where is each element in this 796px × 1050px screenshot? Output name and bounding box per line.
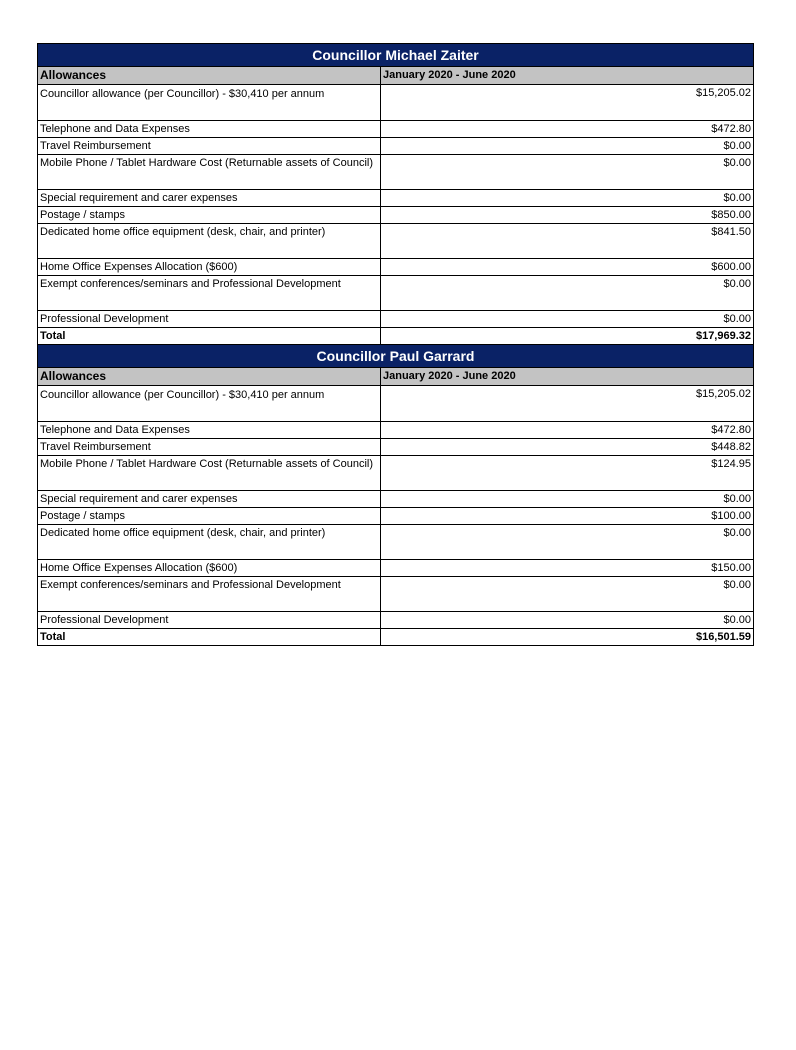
row-value: $0.00 [381, 612, 754, 629]
row-value: $0.00 [381, 190, 754, 207]
table-row [38, 138, 754, 155]
allowances-header: Allowances [38, 67, 381, 85]
table-row [38, 311, 754, 328]
row-label: Professional Development [38, 612, 381, 629]
row-value: $0.00 [381, 276, 754, 311]
row-value: $600.00 [381, 259, 754, 276]
row-value: $472.80 [381, 121, 754, 138]
total-row [38, 629, 754, 646]
row-value: $0.00 [381, 577, 754, 612]
total-value: $16,501.59 [381, 629, 754, 646]
table-row [38, 612, 754, 629]
table-row [38, 577, 754, 612]
table-row [38, 508, 754, 525]
column-header-row [38, 67, 754, 85]
column-header-row [38, 368, 754, 386]
row-label: Special requirement and carer expenses [38, 491, 381, 508]
row-label: Special requirement and carer expenses [38, 190, 381, 207]
row-label: Professional Development [38, 311, 381, 328]
row-value: $448.82 [381, 439, 754, 456]
row-label: Telephone and Data Expenses [38, 121, 381, 138]
row-value: $850.00 [381, 207, 754, 224]
row-value: $0.00 [381, 525, 754, 560]
allowances-header: Allowances [38, 368, 381, 386]
councillor-name: Councillor Paul Garrard [38, 345, 754, 368]
row-label: Dedicated home office equipment (desk, chair, and printer) [38, 525, 381, 560]
row-label: Exempt conferences/seminars and Professional Development [38, 577, 381, 612]
table-row [38, 456, 754, 491]
row-value: $0.00 [381, 138, 754, 155]
row-label: Councillor allowance (per Councillor) - $30,410 per annum [38, 85, 381, 121]
total-label: Total [38, 328, 381, 345]
period-header: January 2020 - June 2020 [381, 67, 754, 85]
table-row [38, 224, 754, 259]
row-label: Postage / stamps [38, 508, 381, 525]
row-value: $15,205.02 [381, 85, 754, 121]
table-row [38, 439, 754, 456]
total-value: $17,969.32 [381, 328, 754, 345]
row-value: $841.50 [381, 224, 754, 259]
row-label: Postage / stamps [38, 207, 381, 224]
row-value: $15,205.02 [381, 386, 754, 422]
row-label: Travel Reimbursement [38, 439, 381, 456]
table-row [38, 491, 754, 508]
total-label: Total [38, 629, 381, 646]
allowances-sheet [37, 43, 753, 646]
councillor-title-row [38, 44, 754, 67]
row-value: $0.00 [381, 311, 754, 328]
table-row [38, 422, 754, 439]
row-label: Exempt conferences/seminars and Professional Development [38, 276, 381, 311]
row-value: $124.95 [381, 456, 754, 491]
row-label: Telephone and Data Expenses [38, 422, 381, 439]
table-row [38, 386, 754, 422]
row-value: $150.00 [381, 560, 754, 577]
row-label: Home Office Expenses Allocation ($600) [38, 560, 381, 577]
table-row [38, 207, 754, 224]
table-row [38, 525, 754, 560]
row-label: Home Office Expenses Allocation ($600) [38, 259, 381, 276]
row-label: Mobile Phone / Tablet Hardware Cost (Returnable assets of Council) [38, 456, 381, 491]
councillor-name: Councillor Michael Zaiter [38, 44, 754, 67]
table-row [38, 259, 754, 276]
period-header: January 2020 - June 2020 [381, 368, 754, 386]
row-label: Dedicated home office equipment (desk, chair, and printer) [38, 224, 381, 259]
table-row [38, 85, 754, 121]
row-value: $0.00 [381, 491, 754, 508]
row-label: Travel Reimbursement [38, 138, 381, 155]
councillor-title-row [38, 345, 754, 368]
table-row [38, 121, 754, 138]
councillor-section [38, 44, 754, 345]
row-value: $100.00 [381, 508, 754, 525]
allowances-table [37, 43, 754, 646]
councillor-section [38, 345, 754, 646]
row-value: $0.00 [381, 155, 754, 190]
table-row [38, 560, 754, 577]
table-row [38, 155, 754, 190]
total-row [38, 328, 754, 345]
row-label: Mobile Phone / Tablet Hardware Cost (Returnable assets of Council) [38, 155, 381, 190]
table-row [38, 276, 754, 311]
row-label: Councillor allowance (per Councillor) - $30,410 per annum [38, 386, 381, 422]
row-value: $472.80 [381, 422, 754, 439]
table-row [38, 190, 754, 207]
